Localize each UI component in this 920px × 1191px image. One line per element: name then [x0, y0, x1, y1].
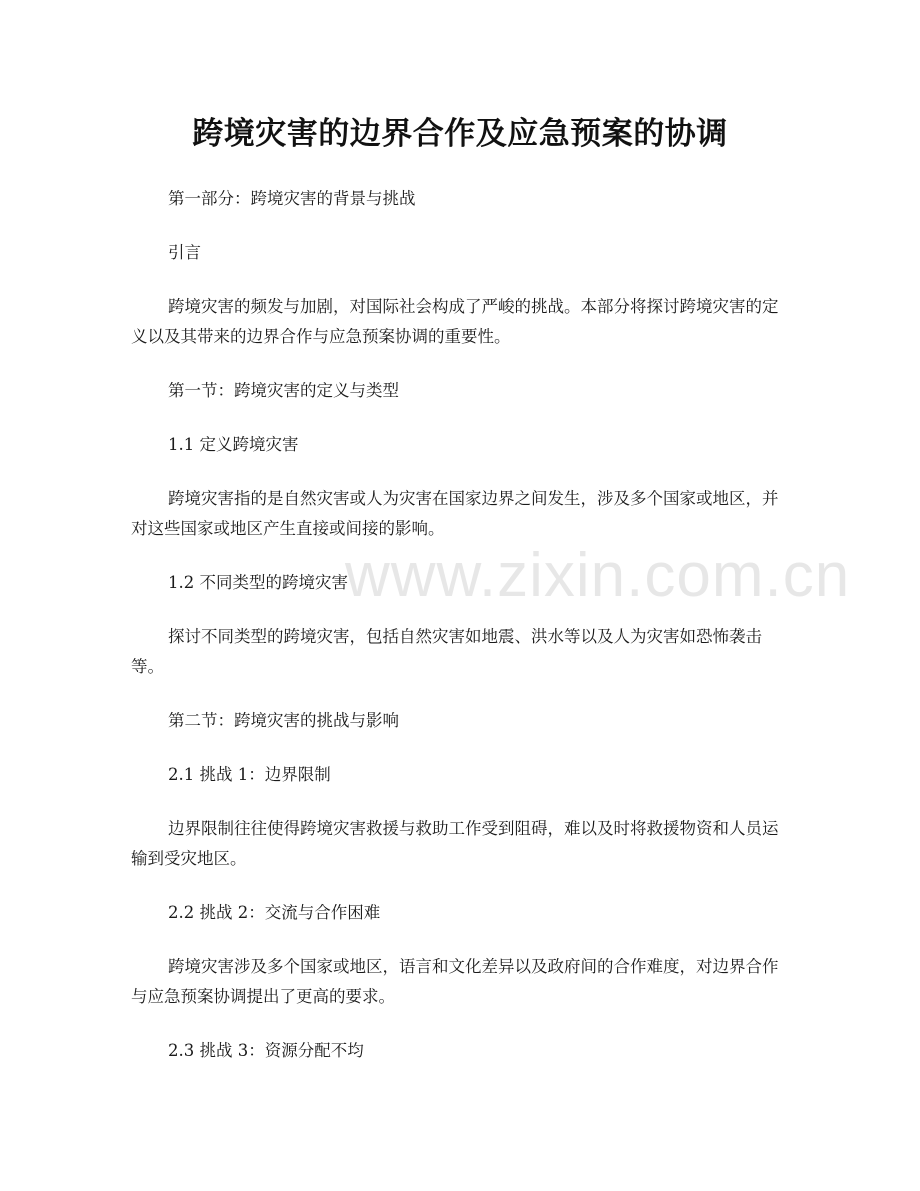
section-heading: 第二节：跨境灾害的挑战与影响	[168, 711, 399, 730]
section-heading: 2.1 挑战 1：边界限制	[168, 765, 331, 784]
section-heading: 1.1 定义跨境灾害	[168, 435, 299, 454]
body-paragraph: 探讨不同类型的跨境灾害，包括自然灾害如地震、洪水等以及人为灾害如恐怖袭击等。	[131, 627, 762, 676]
body-paragraph: 跨境灾害的频发与加剧，对国际社会构成了严峻的挑战。本部分将探讨跨境灾害的定义以及其带来的边界合作与应急预案协调的重要性。	[131, 297, 779, 346]
watermark: www.zixin.com.cn	[345, 541, 851, 610]
section-heading: 2.3 挑战 3：资源分配不均	[168, 1041, 364, 1060]
document-body	[131, 184, 791, 1090]
section-heading: 第一节：跨境灾害的定义与类型	[168, 381, 399, 400]
body-paragraph: 跨境灾害涉及多个国家或地区，语言和文化差异以及政府间的合作难度，对边界合作与应急预案协调提出了更高的要求。	[131, 957, 779, 1006]
section-heading: 第一部分：跨境灾害的背景与挑战	[168, 189, 416, 208]
body-paragraph: 边界限制往往使得跨境灾害救援与救助工作受到阻碍，难以及时将救援物资和人员运输到受灾地区。	[131, 819, 779, 868]
section-heading: 引言	[168, 243, 201, 262]
section-heading: 2.2 挑战 2：交流与合作困难	[168, 903, 381, 922]
body-paragraph: 跨境灾害指的是自然灾害或人为灾害在国家边界之间发生，涉及多个国家或地区，并对这些国家或地区产生直接或间接的影响。	[131, 489, 779, 538]
document-title: 跨境灾害的边界合作及应急预案的协调	[192, 116, 728, 152]
section-heading: 1.2 不同类型的跨境灾害	[168, 573, 348, 592]
